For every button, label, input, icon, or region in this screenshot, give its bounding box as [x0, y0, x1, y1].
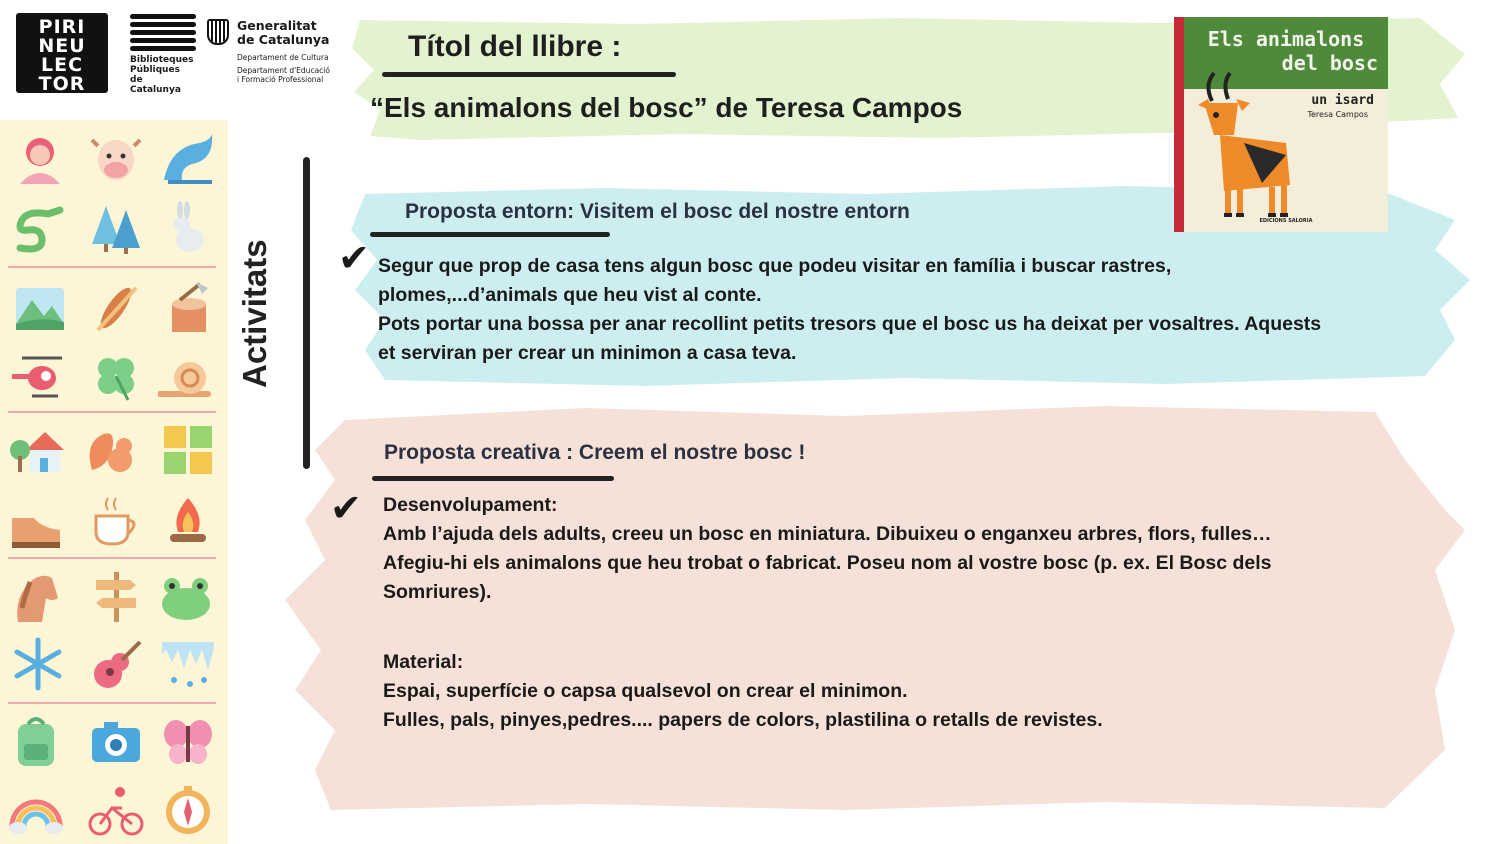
- puzzle-icon: [160, 422, 216, 478]
- cover-title-line2: del bosc: [1281, 51, 1378, 75]
- cover-author: Teresa Campos: [1307, 110, 1368, 119]
- activitats-divider: [303, 157, 310, 469]
- title-underline: [382, 72, 676, 77]
- pirineu-lector-logo: PIRI NEU LEC TOR: [16, 13, 108, 93]
- canoe-icon: [88, 280, 144, 336]
- cover-publisher: EDICIONS SALORIA: [1259, 218, 1313, 224]
- section1-body: Segur que prop de casa tens algun bosc que podeu visitar en família i buscar rastres, plomes,...d’animals que heu vist al conte. Pots portar una bossa per anar recollint petits tresors que el bosc us ha deixat per vosaltres. Aquests et serviran per crear un minimon a casa teva.: [378, 255, 1322, 364]
- checkmark-icon: ✔: [338, 236, 370, 280]
- signpost-icon: [88, 568, 144, 624]
- helicopter-icon: [8, 348, 64, 404]
- camera-icon: [88, 714, 144, 770]
- checkmark-icon: ✔: [330, 486, 362, 530]
- activitats-label: Activitats: [236, 239, 273, 388]
- snail-icon: [158, 348, 214, 404]
- cup-icon: [88, 492, 144, 548]
- icon-sidebar: [0, 120, 228, 844]
- boot-icon: [8, 498, 64, 554]
- stump-axe-icon: [160, 280, 216, 336]
- generalitat-logo: Generalitat de Catalunya Departament de Cultura Departament d'Educació i Formació Professional: [207, 19, 337, 89]
- wave-icon: [160, 130, 216, 186]
- section1-underline: [370, 232, 610, 237]
- guitar-icon: [88, 636, 144, 692]
- chamois-illustration: [1190, 65, 1300, 225]
- girl-icon: [12, 130, 68, 186]
- cyclist-icon: [88, 782, 144, 838]
- icicles-icon: [160, 636, 216, 692]
- horse-icon: [8, 568, 64, 624]
- section2-materials: Material: Espai, superfície o capsa qualsevol on crear el minimon. Fulles, pals, pinyes,pedres.... papers de colors, plastilina o retalls de revistes.: [383, 651, 1103, 731]
- biblioteques-logo: Biblioteques Públiques de Catalunya: [130, 14, 196, 94]
- section2-heading: Proposta creativa : Creem el nostre bosc !: [384, 441, 806, 464]
- cover-title-line1: Els animalons: [1207, 27, 1365, 51]
- cow-icon: [88, 130, 144, 186]
- butterfly-icon: [160, 714, 216, 770]
- book-title: “Els animalons del bosc” de Teresa Campos: [370, 92, 963, 123]
- section2-development: Desenvolupament: Amb l’ajuda dels adults, creeu un bosc en miniatura. Dibuixeu o enganxeu arbres, flors, fulles… Afegiu-hi els animalons que heu trobat o fabricat. Poseu nom al vostre bosc (p. ex. El Bosc dels Somriures).: [383, 494, 1272, 603]
- section2-underline: [372, 476, 614, 481]
- snake-icon: [12, 200, 68, 256]
- rainbow-icon: [8, 782, 64, 838]
- compass-icon: [160, 782, 216, 838]
- squirrel-icon: [84, 422, 140, 478]
- frog-icon: [158, 568, 214, 624]
- house-icon: [8, 422, 64, 478]
- pine-trees-icon: [88, 200, 144, 256]
- snowflake-icon: [10, 636, 66, 692]
- cover-subtitle: un isard: [1311, 93, 1374, 108]
- book-title-label: Títol del llibre :: [408, 30, 622, 63]
- book-cover-image: [1174, 17, 1388, 232]
- section1-heading: Proposta entorn: Visitem el bosc del nostre entorn: [405, 200, 910, 223]
- rabbit-icon: [160, 200, 216, 256]
- campfire-icon: [160, 492, 216, 548]
- mountains-icon: [12, 280, 68, 336]
- generalitat-shield-icon: [207, 19, 229, 45]
- backpack-icon: [8, 714, 64, 770]
- clover-icon: [88, 348, 144, 404]
